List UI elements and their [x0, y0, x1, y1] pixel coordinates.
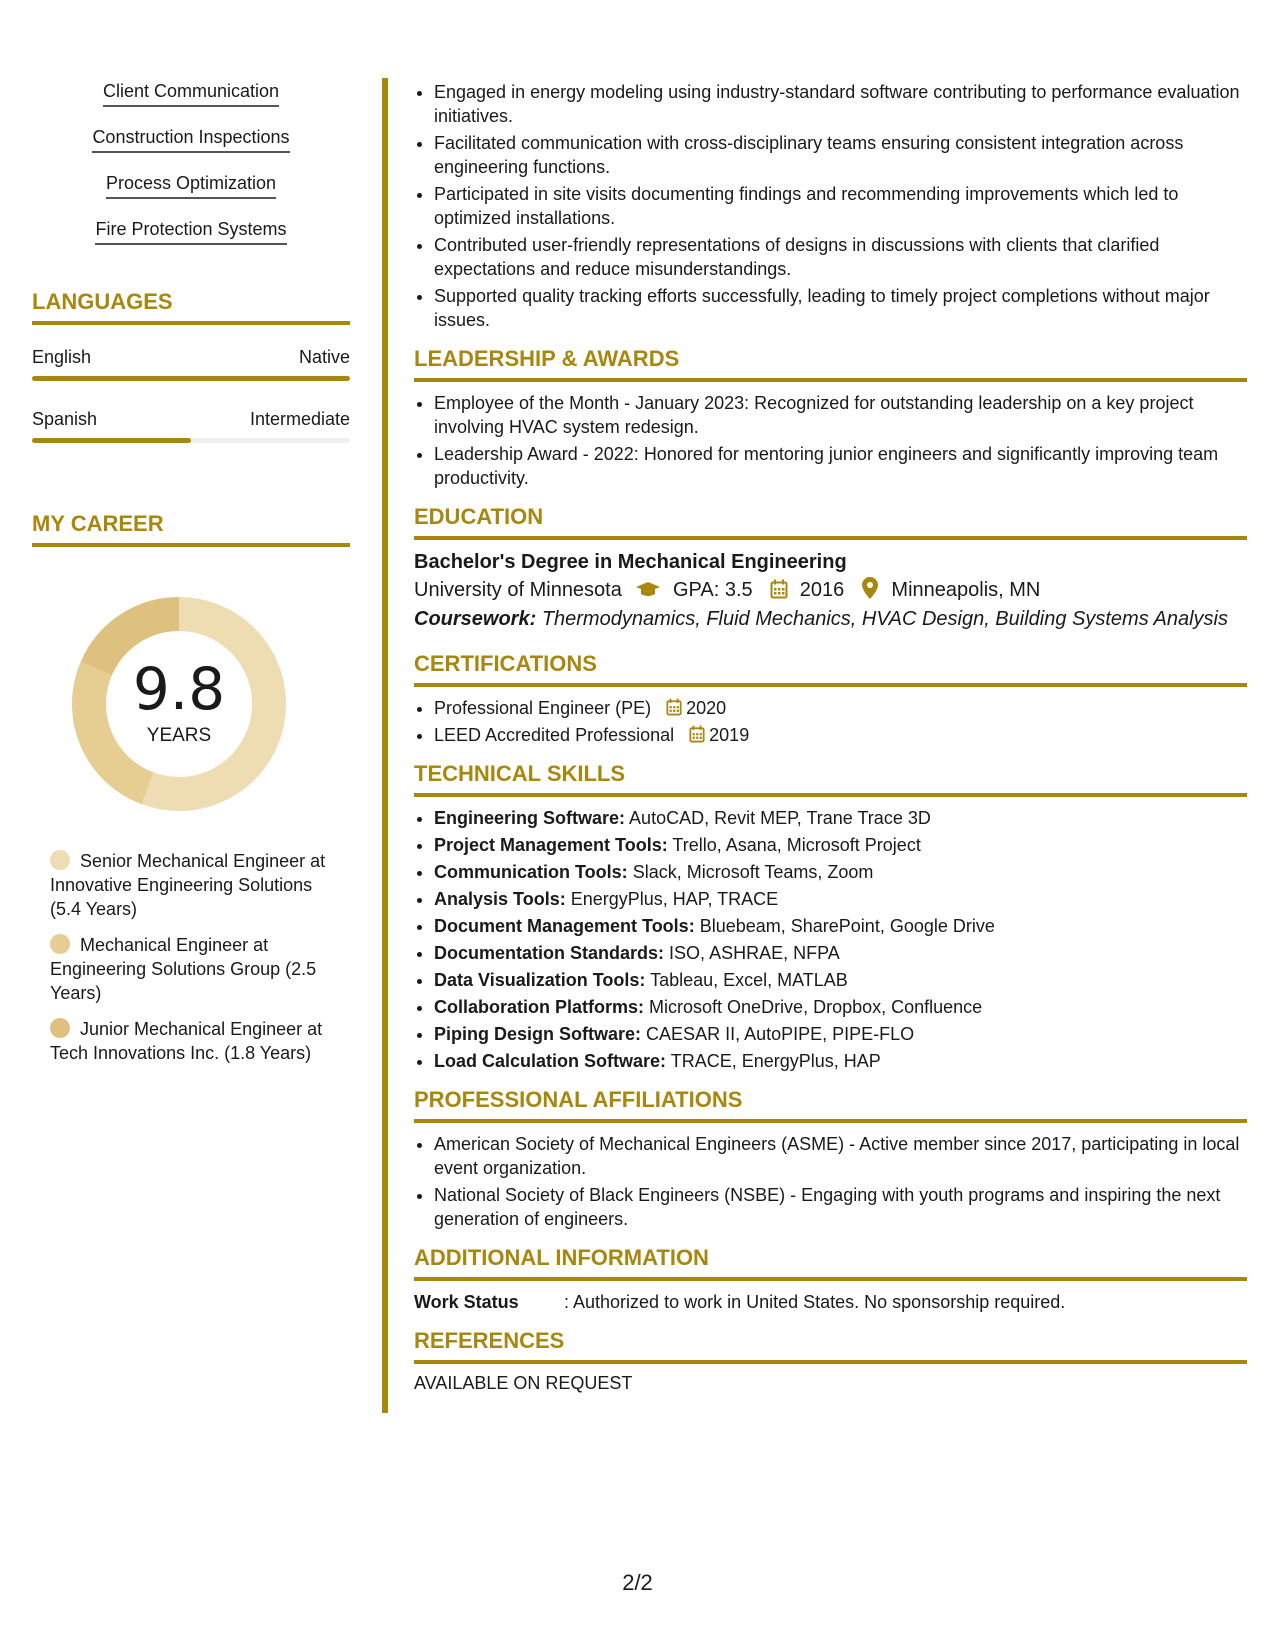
career-role-text: Junior Mechanical Engineer at Tech Innovations Inc. (1.8 Years): [50, 1019, 323, 1063]
affiliation-item: • National Society of Black Engineers (NSBE) - Engaging with youth programs and inspiring the next generation of engineers.: [434, 1183, 1247, 1231]
column-divider: [382, 78, 388, 1413]
certifications-heading: CERTIFICATIONS: [414, 651, 1247, 687]
leadership-item: • Leadership Award - 2022: Honored for mentoring junior engineers and significantly improving team productivity.: [434, 442, 1247, 490]
language-english: [32, 347, 350, 381]
skill-category: Data Visualization Tools:: [434, 970, 646, 990]
certification-year: 2020: [686, 698, 727, 718]
education-details: [414, 575, 1247, 605]
skill-item: Construction Inspections: [92, 126, 289, 153]
skill-values: Microsoft OneDrive, Dropbox, Confluence: [649, 997, 983, 1017]
technical-skill-item: [434, 995, 1247, 1019]
skill-category: Project Management Tools:: [434, 835, 668, 855]
career-donut-chart: [64, 589, 294, 819]
language-level: Native: [298, 347, 350, 367]
technical-skill-item: [434, 968, 1247, 992]
leadership-heading: LEADERSHIP & AWARDS: [414, 346, 1247, 382]
legend-dot: [50, 850, 70, 870]
right-column: [414, 78, 1247, 1394]
skill-item: Process Optimization: [106, 172, 276, 199]
leadership-list: [414, 391, 1247, 490]
calendar-icon: [666, 698, 682, 716]
certification-item: [434, 723, 1247, 747]
certifications-list: [414, 696, 1247, 747]
career-role: [50, 933, 328, 1005]
skill-category: Load Calculation Software:: [434, 1051, 667, 1071]
career-role-text: Senior Mechanical Engineer at Innovative Engineering Solutions (5.4 Years): [50, 851, 326, 919]
technical-skills-heading: TECHNICAL SKILLS: [414, 761, 1247, 797]
work-status-label: Work Status: [414, 1292, 519, 1312]
certification-item: [434, 696, 1247, 720]
language-bar-fill: [32, 376, 350, 381]
language-level: Intermediate: [249, 409, 350, 429]
certification-name: Professional Engineer (PE): [434, 698, 652, 718]
affiliation-item: • American Society of Mechanical Engineers (ASME) - Active member since 2017, participating in local event organization.: [434, 1132, 1247, 1180]
technical-skill-item: [434, 887, 1247, 911]
skills-list: [32, 80, 350, 245]
degree-title: Bachelor's Degree in Mechanical Engineering: [414, 551, 847, 573]
skill-values: CAESAR II, AutoPIPE, PIPE-FLO: [646, 1024, 915, 1044]
skill-values: EnergyPlus, HAP, TRACE: [570, 889, 779, 909]
experience-bullet: • Facilitated communication with cross-disciplinary teams ensuring consistent integration across engineering functions.: [434, 131, 1247, 179]
technical-skill-item: [434, 1049, 1247, 1073]
skill-values: TRACE, EnergyPlus, HAP: [670, 1051, 881, 1071]
language-bar-fill: [32, 438, 191, 443]
technical-skills-list: [414, 806, 1247, 1073]
legend-dot: [50, 934, 70, 954]
education-heading: EDUCATION: [414, 504, 1247, 540]
skill-values: ISO, ASHRAE, NFPA: [669, 943, 840, 963]
references-heading: REFERENCES: [414, 1328, 1247, 1364]
calendar-icon: [770, 579, 788, 599]
experience-bullet: • Engaged in energy modeling using industry-standard software contributing to performance evaluation initiatives.: [434, 80, 1247, 128]
skill-category: Piping Design Software:: [434, 1024, 642, 1044]
affiliations-heading: PROFESSIONAL AFFILIATIONS: [414, 1087, 1247, 1123]
career-legend: [32, 849, 350, 1065]
language-bar: [32, 376, 350, 381]
legend-dot: [50, 1018, 70, 1038]
skill-values: Tableau, Excel, MATLAB: [650, 970, 848, 990]
experience-bullet: • Participated in site visits documenting findings and recommending improvements which led to optimized installations.: [434, 182, 1247, 230]
skill-category: Communication Tools:: [434, 862, 628, 882]
total-years-label: YEARS: [146, 725, 212, 746]
gpa: GPA: 3.5: [673, 579, 753, 601]
coursework-label: Coursework:: [414, 608, 537, 630]
career-role: [50, 849, 328, 921]
additional-info-heading: ADDITIONAL INFORMATION: [414, 1245, 1247, 1281]
skill-category: Document Management Tools:: [434, 916, 695, 936]
career-role-text: Mechanical Engineer at Engineering Solutions Group (2.5 Years): [50, 935, 317, 1003]
skill-item: Fire Protection Systems: [95, 218, 286, 245]
technical-skill-item: [434, 941, 1247, 965]
school-location: Minneapolis, MN: [891, 579, 1041, 601]
references-text: AVAILABLE ON REQUEST: [414, 1373, 633, 1393]
leadership-item: • Employee of the Month - January 2023: Recognized for outstanding leadership on a key project involving HVAC system redesign.: [434, 391, 1247, 439]
language-name: English: [32, 347, 92, 367]
language-name: Spanish: [32, 409, 98, 429]
language-bar: [32, 438, 350, 443]
coursework: [414, 605, 1247, 633]
experience-bullet: • Contributed user-friendly representations of designs in discussions with clients that clarified expectations and reduce misunderstandings.: [434, 233, 1247, 281]
skill-values: Slack, Microsoft Teams, Zoom: [632, 862, 874, 882]
coursework-text: Thermodynamics, Fluid Mechanics, HVAC Design, Building Systems Analysis: [541, 608, 1228, 630]
calendar-icon: [689, 725, 705, 743]
skill-values: AutoCAD, Revit MEP, Trane Trace 3D: [629, 808, 931, 828]
skill-item: Client Communication: [103, 80, 279, 107]
graduation-year: 2016: [799, 579, 845, 601]
languages-heading: LANGUAGES: [32, 289, 350, 325]
school-name: University of Minnesota: [414, 579, 622, 601]
work-status-value: : Authorized to work in United States. No sponsorship required.: [564, 1292, 1066, 1312]
language-spanish: [32, 409, 350, 443]
experience-bullet: • Supported quality tracking efforts successfully, leading to timely project completions without major issues.: [434, 284, 1247, 332]
skill-category: Analysis Tools:: [434, 889, 566, 909]
technical-skill-item: [434, 860, 1247, 884]
left-column: [32, 80, 350, 1077]
graduation-cap-icon: [635, 581, 661, 599]
skill-category: Engineering Software:: [434, 808, 626, 828]
skill-category: Documentation Standards:: [434, 943, 665, 963]
page-number: 2/2: [622, 1570, 653, 1595]
skill-category: Collaboration Platforms:: [434, 997, 645, 1017]
total-years-value: 9.8: [132, 655, 226, 723]
technical-skill-item: [434, 806, 1247, 830]
technical-skill-item: [434, 1022, 1247, 1046]
work-status: [414, 1290, 1247, 1314]
location-pin-icon: [862, 577, 878, 599]
career-role: [50, 1017, 328, 1065]
certification-year: 2019: [709, 725, 750, 745]
skill-values: Trello, Asana, Microsoft Project: [672, 835, 921, 855]
skill-values: Bluebeam, SharePoint, Google Drive: [699, 916, 995, 936]
technical-skill-item: [434, 914, 1247, 938]
experience-bullets: [414, 80, 1247, 332]
technical-skill-item: [434, 833, 1247, 857]
affiliations-list: [414, 1132, 1247, 1231]
certification-name: LEED Accredited Professional: [434, 725, 675, 745]
career-heading: MY CAREER: [32, 511, 350, 547]
